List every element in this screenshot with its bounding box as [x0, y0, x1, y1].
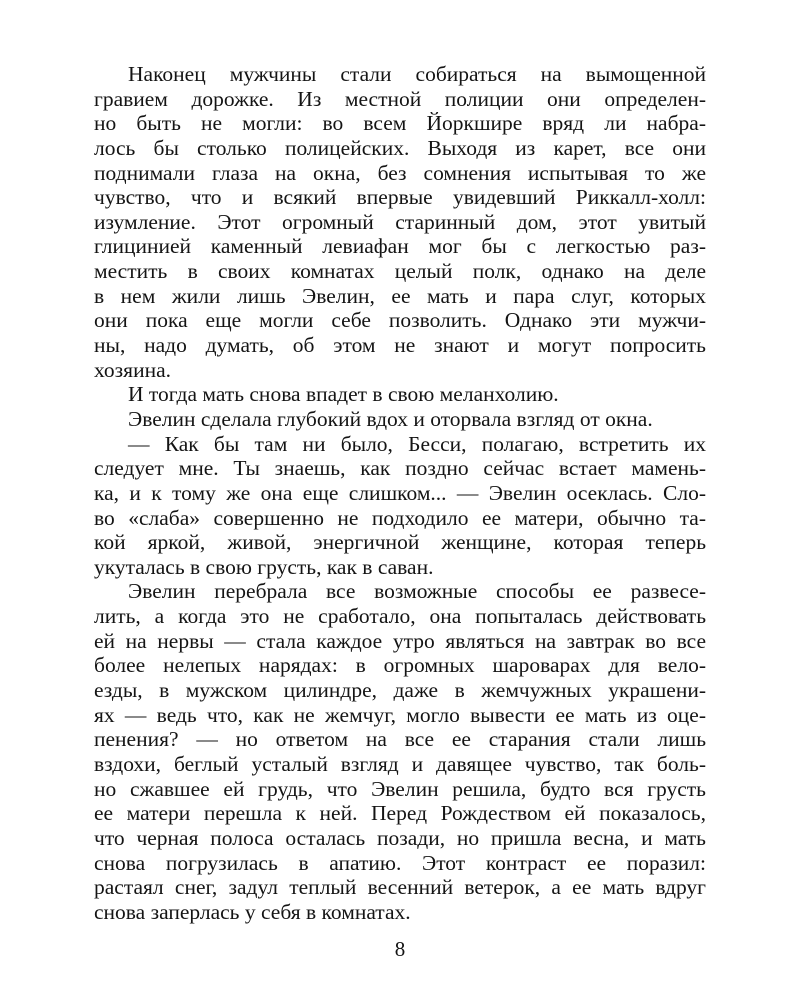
paragraph-2 — [94, 382, 706, 407]
text-line: поднимали глаза на окна, без сомнения испытывая то же — [94, 160, 706, 185]
text-line: растаял снег, задул теплый весенний ветерок, а ее мать вдруг — [94, 875, 706, 900]
text-line: снова заперлась у себя в комнатах. — [94, 899, 411, 924]
text-line: в нем жили лишь Эвелин, ее мать и пара слуг, которых — [94, 283, 706, 308]
text-line: глицинией каменный левиафан мог бы с легкостью раз- — [94, 234, 706, 259]
text-line: что черная полоса осталась позади, но пришла весна, и мать — [94, 825, 706, 850]
text-line: лось бы столько полицейских. Выходя из карет, все они — [94, 135, 706, 160]
text-line: кой яркой, живой, энергичной женщине, которая теперь — [94, 530, 706, 555]
text-line: вздохи, беглый усталый взгляд и давящее чувство, так боль- — [94, 751, 706, 776]
text-line: но быть не могли: во всем Йоркшире вряд ли набра- — [94, 111, 706, 136]
text-line: во «слаба» совершенно не подходило ее матери, обычно та- — [94, 505, 706, 530]
paragraph-5 — [94, 579, 706, 924]
text-line: ях — ведь что, как не жемчуг, могло вывести ее мать из оце- — [94, 702, 706, 727]
text-line: изумление. Этот огромный старинный дом, этот увитый — [94, 209, 706, 234]
text-line: ны, надо думать, об этом не знают и могут попросить — [94, 333, 706, 358]
text-line: лить, а когда это не сработало, она попыталась действовать — [94, 604, 706, 629]
text-line: пенения? — но ответом на все ее старания стали лишь — [94, 727, 706, 752]
text-line: хозяина. — [94, 357, 171, 382]
text-line: укуталась в свою грусть, как в саван. — [94, 554, 434, 579]
text-line: следует мне. Ты знаешь, как поздно сейчас встает мамень- — [94, 456, 706, 481]
text-line: гравием дорожке. Из местной полиции они определен- — [94, 86, 706, 111]
text-line: снова погрузилась в апатию. Этот контраст ее поразил: — [94, 850, 706, 875]
text-line: чувство, что и всякий впервые увидевший Риккалл-холл: — [94, 185, 706, 210]
text-line: местить в своих комнатах целый полк, однако на деле — [94, 259, 706, 284]
book-page — [94, 62, 706, 924]
text-line: ей на нервы — стала каждое утро являться на завтрак во все — [94, 628, 706, 653]
text-line: Наконец мужчины стали собираться на вымощенной — [128, 62, 706, 86]
text-line: Эвелин перебрала все возможные способы ее развесе- — [128, 579, 706, 604]
paragraph-3 — [94, 407, 706, 432]
text-line: И тогда мать снова впадет в свою меланхолию. — [128, 382, 559, 407]
page-number: 8 — [394, 937, 406, 961]
text-line: езды, в мужском цилиндре, даже в жемчужных украшени- — [94, 678, 706, 703]
text-line: они пока еще могли себе позволить. Однако эти мужчи- — [94, 308, 706, 333]
text-line: — Как бы там ни было, Бесси, полагаю, встретить их — [128, 431, 706, 456]
text-line: ка, и к тому же она еще слишком... — Эвелин осеклась. Сло- — [94, 480, 706, 505]
paragraph-1 — [94, 62, 706, 382]
text-line: но сжавшее ей грудь, что Эвелин решила, будто вся грусть — [94, 776, 706, 801]
text-line: ее матери перешла к ней. Перед Рождеством ей показалось, — [94, 801, 706, 826]
text-line: более нелепых нарядах: в огромных шароварах для вело- — [94, 653, 706, 678]
text-line: Эвелин сделала глубокий вдох и оторвала взгляд от окна. — [128, 406, 653, 431]
paragraph-4 — [94, 432, 706, 580]
